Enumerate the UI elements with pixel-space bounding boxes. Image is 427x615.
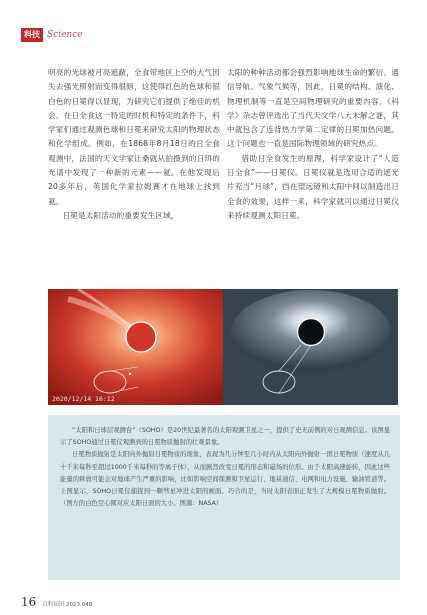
caption-paragraph-1: “太阳和日球层观测台”（SOHO）是20世纪最著名的太阳观测卫星之一，提供了史无前例的对日观测信息。该图显示了SOHO通过日冕仪观测到的日冕物质抛射的壮观景象。 bbox=[60, 427, 390, 447]
page-number: 16 bbox=[21, 595, 37, 609]
moon-disk bbox=[298, 319, 325, 346]
soho-cme-image bbox=[48, 289, 223, 405]
right-paragraph-1: 太阳的种种活动都会强烈影响地球生命的繁衍、通信导航、气象气候等，因此，日冕的结构、演化、物理机制等一直是空间物理研究的重要内容。《科学》杂志曾评选出了当代天文学八大未解之谜，其中就包含了连背热力学第二定律的日冕加热问题。这个问题也一直是国际物理领域的研究热点。 bbox=[227, 68, 399, 149]
left-paragraph-1: 明亮的光球被月亮遮蔽，全食带地区上空的大气因失去强光照射而变得很暗，这使得红色的色球和银白色的日冕得以显现，为研究它们提供了绝佳的机会。在日全食这一特定的时机和特定的条件下，科学家们通过观测色球和日冕来研究太阳的物理状态和化学组成。例如，在1868年8月18日的日全食观测中，法国的天文学家让桑就从拍摄到的日珥的光谱中发现了一种新的元素——氦。在他发现后20多年后，英国化学家拉姆赛才在地球上找到氦。 bbox=[48, 68, 220, 206]
image-timestamp: 2020/12/14 16:12 bbox=[52, 395, 115, 403]
image-caption-box bbox=[48, 415, 400, 580]
right-paragraph-2: 借助日全食发生的原理，科学家设计了“人造日全食”——日冕仪。日冕仪就是选用合适的遮光片充当“月球”，挡在望远镜和太阳中间以制造出日全食的效果，这样一来，科学家就可以通过日冕仪来持续观测太阳日冕。 bbox=[227, 153, 399, 220]
magazine-issue: 百科知识 2023.04B bbox=[42, 602, 93, 608]
occulter-disk bbox=[126, 322, 156, 352]
coronagraph-figure bbox=[48, 289, 398, 405]
left-paragraph-2: 日冕是太阳活动的重要发生区域， bbox=[62, 210, 179, 220]
section-english: Science bbox=[47, 30, 83, 40]
eclipse-corona-image bbox=[223, 289, 398, 405]
caption-paragraph-2: 日冕物质抛射是太阳向外抛射日冕物质的现象，表现为几分钟至几小时内从太阳向外抛射一团日冕物质（速度从几十千米每秒至超过1000千米每秒的等离子体），从而剧烈改变日冕的形态和磁场的位形。由于太阳高速旋转，因此这些能量的释放可能会对地球产生严重的影响，比如影响空间探测和卫星运行、地基通信、电网和电力设施、输油管道等。上图显示，SOHO日冕仪捕捉到一颗彗星冲进太阳的画面。巧合的是，当时太阳表面正发生了大规模日冕物质抛射。（图左的白色空心圆对应太阳日面的大小。图源：NASA） bbox=[60, 451, 390, 508]
section-tag: 科技 bbox=[21, 28, 43, 42]
left-column bbox=[48, 66, 220, 223]
right-column bbox=[227, 66, 399, 223]
page-footer bbox=[21, 595, 93, 609]
section-header bbox=[21, 28, 83, 42]
